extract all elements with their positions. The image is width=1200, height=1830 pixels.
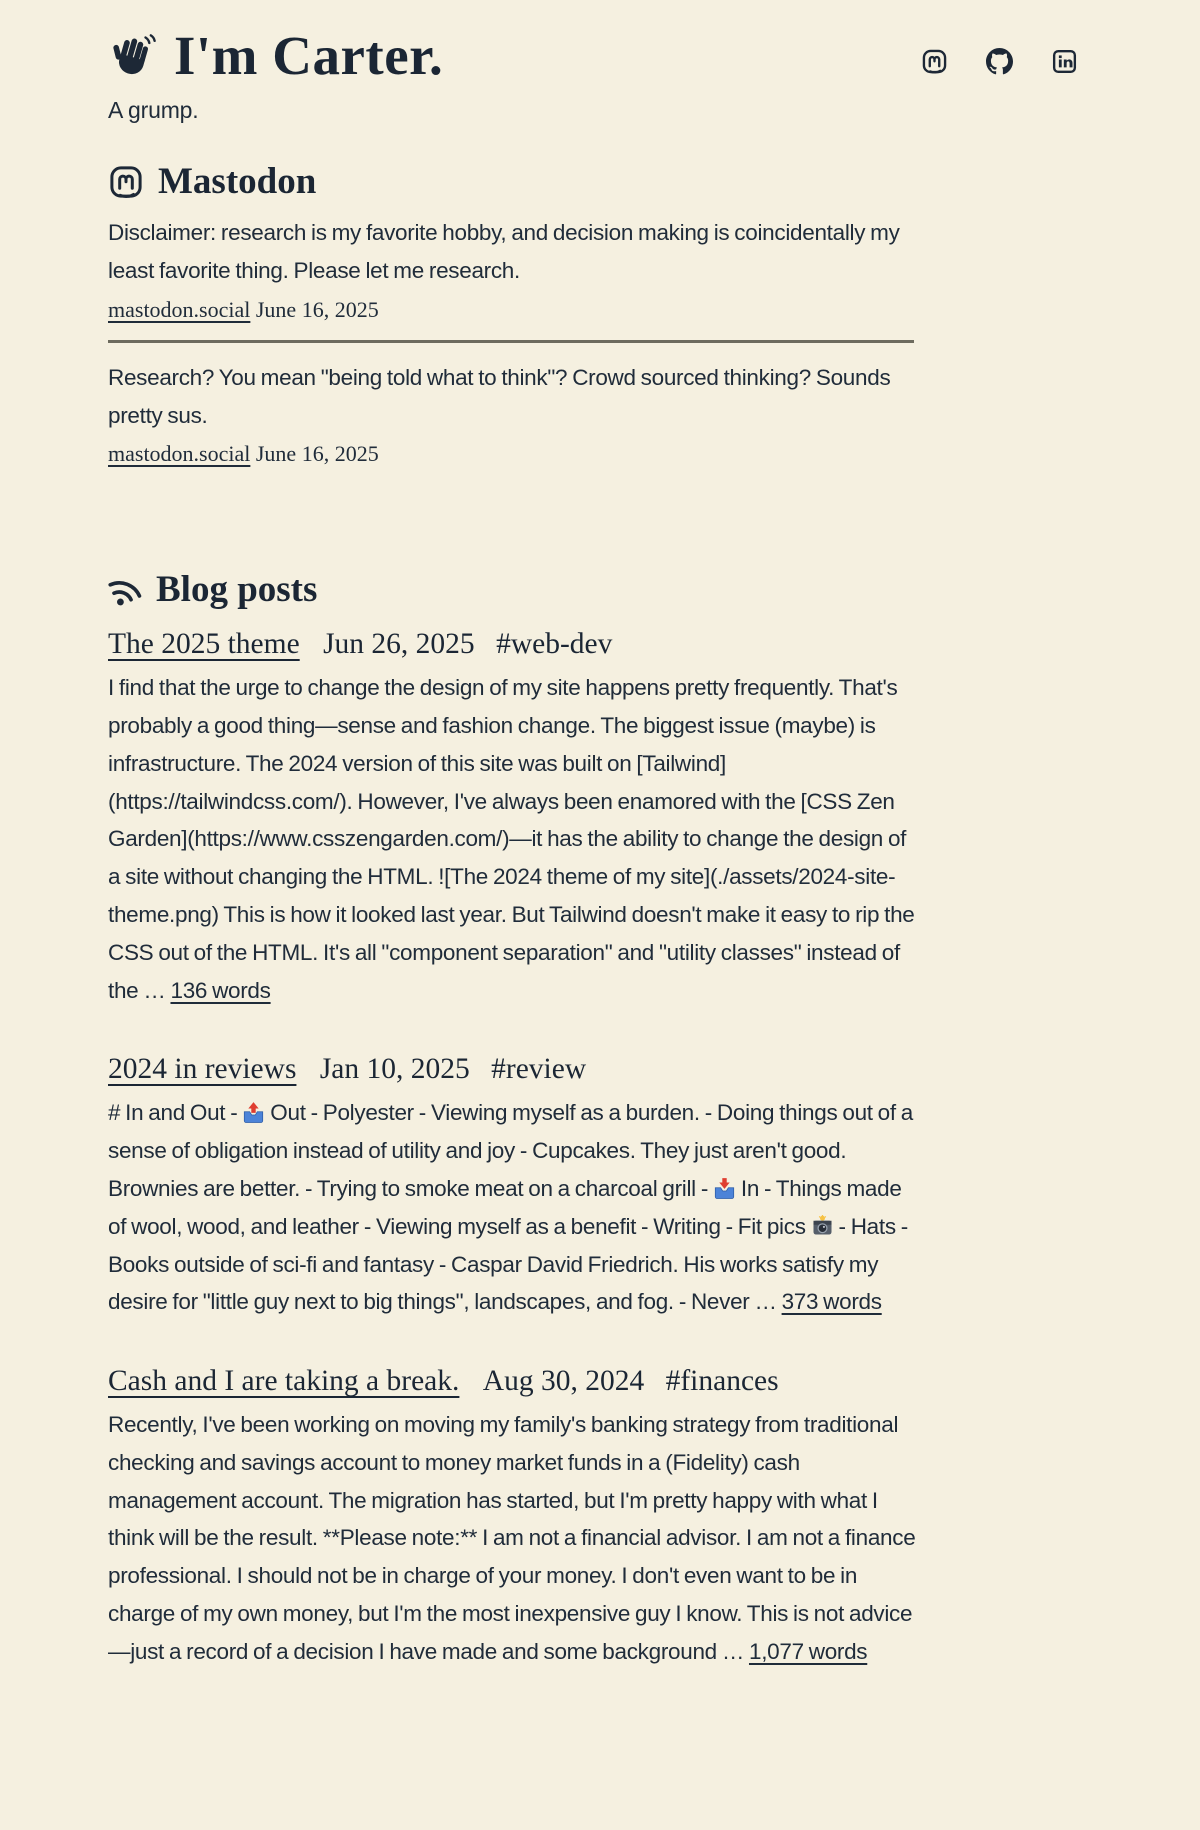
page-container — [108, 0, 1092, 1711]
blog-post-title-link[interactable]: 2024 in reviews — [108, 1053, 297, 1086]
mastodon-post — [108, 359, 914, 470]
outbox-tray-icon — [242, 1098, 265, 1121]
page-title — [108, 24, 443, 87]
blog-post-excerpt — [108, 669, 918, 1009]
blog-post-title-line — [108, 626, 1092, 663]
mastodon-post — [108, 214, 914, 325]
rss-feed-icon — [103, 568, 148, 613]
mastodon-post-date: June 16, 2025 — [255, 296, 379, 322]
blog-post-excerpt — [108, 1094, 918, 1321]
excerpt-text: In - Things made of wool, wood, and leather - Viewing myself as a benefit - Writing - Fit pics — [108, 1175, 902, 1239]
linkedin-icon — [1051, 62, 1078, 79]
mastodon-post-meta — [108, 294, 914, 326]
mastodon-post-text: Research? You mean "being told what to think"? Crowd sourced thinking? Sounds pretty sus. — [108, 364, 891, 428]
waving-hand-icon — [108, 32, 156, 80]
excerpt-text: # In and Out - — [108, 1100, 243, 1126]
word-count-link[interactable]: 1,077 words — [748, 1638, 868, 1664]
social-links — [921, 48, 1092, 75]
blog-post-excerpt — [108, 1406, 918, 1671]
mastodon-logo-icon — [108, 164, 144, 200]
blog-post-title-link[interactable]: Cash and I are taking a break. — [108, 1365, 460, 1398]
social-link-mastodon[interactable] — [921, 48, 948, 75]
mastodon-section-heading — [108, 158, 1092, 206]
site-tagline: A grump. — [108, 97, 199, 124]
mastodon-source-link[interactable]: mastodon.social — [108, 296, 251, 322]
blog-post-title-link[interactable]: The 2025 theme — [108, 628, 300, 661]
camera-with-flash-icon — [811, 1212, 834, 1235]
blog-post-date: Jan 10, 2025 — [319, 1053, 470, 1086]
excerpt-text: Recently, I've been working on moving my family's banking strategy from traditional checking and savings account to money market funds in a (Fidelity) cash management account. The migration has started, but I'm pretty happy with what I think will be the result. **Please note:** I am not a financial advisor. I am not a finance professional. I should not be in charge of your money. I don't even want to be in charge of my own money, but I'm the most inexpensive guy I know. This is not advice—just a record of a decision I have made and some background … — [108, 1411, 916, 1664]
github-icon — [986, 62, 1013, 79]
mastodon-post-text: Disclaimer: research is my favorite hobby, and decision making is coincidentally my least favorite thing. Please let me research. — [108, 220, 900, 284]
blog-post-tag: #review — [491, 1053, 587, 1086]
blog-post — [108, 1363, 1092, 1670]
inbox-tray-icon — [713, 1174, 736, 1197]
blog-heading-text: Blog posts — [156, 569, 318, 611]
mastodon-icon — [921, 62, 948, 79]
blog-section-heading — [108, 566, 1092, 614]
mastodon-post-meta — [108, 438, 914, 470]
blog-post-title-line — [108, 1051, 1092, 1088]
blog-post-tag: #finances — [665, 1365, 779, 1398]
excerpt-text: I find that the urge to change the design of my site happens pretty frequently. That's probably a good thing—sense and fashion change. The biggest issue (maybe) is infrastructure. The 2024 version of this site was built on [Tailwind] (https://tailwindcss.com/). However, I've always been enamored with the [CSS Zen Garden](https://www.csszengarden.com/)—it has the ability to change the design of a site without changing the HTML. ![The 2024 theme of my site](./assets/2024-site-theme.png) This is how it looked last year. But Tailwind doesn't make it easy to rip the CSS out of the HTML. It's all "component separation" and "utility classes" instead of the … — [108, 675, 915, 1003]
mastodon-source-link[interactable]: mastodon.social — [108, 441, 251, 467]
social-link-linkedin[interactable] — [1051, 48, 1078, 75]
word-count-link[interactable]: 373 words — [781, 1289, 882, 1315]
blog-post-title-line — [108, 1363, 1092, 1400]
excerpt-text: - Hats - Books outside of sci-fi and fantasy - Caspar David Friedrich. His works satisfy my desire for "little guy next to big things", landscapes, and fog. - Never … — [108, 1213, 908, 1315]
blog-post — [108, 1051, 1092, 1321]
mastodon-heading-text: Mastodon — [158, 161, 317, 203]
toot-separator — [108, 340, 914, 343]
excerpt-text: Out - Polyester - Viewing myself as a burden. - Doing things out of a sense of obligation instead of utility and joy - Cupcakes. They just aren't good. Brownies are better. - Trying to smoke meat on a charcoal grill - — [108, 1100, 914, 1201]
blog-post-date: Aug 30, 2024 — [482, 1365, 645, 1398]
mastodon-post-date: June 16, 2025 — [255, 441, 379, 467]
blog-post-date: Jun 26, 2025 — [323, 628, 475, 661]
social-link-github[interactable] — [986, 48, 1013, 75]
word-count-link[interactable]: 136 words — [170, 977, 271, 1003]
page-header — [108, 24, 1092, 87]
blog-post — [108, 626, 1092, 1009]
site-title-text: I'm Carter. — [174, 25, 444, 86]
blog-post-tag: #web-dev — [496, 628, 613, 661]
